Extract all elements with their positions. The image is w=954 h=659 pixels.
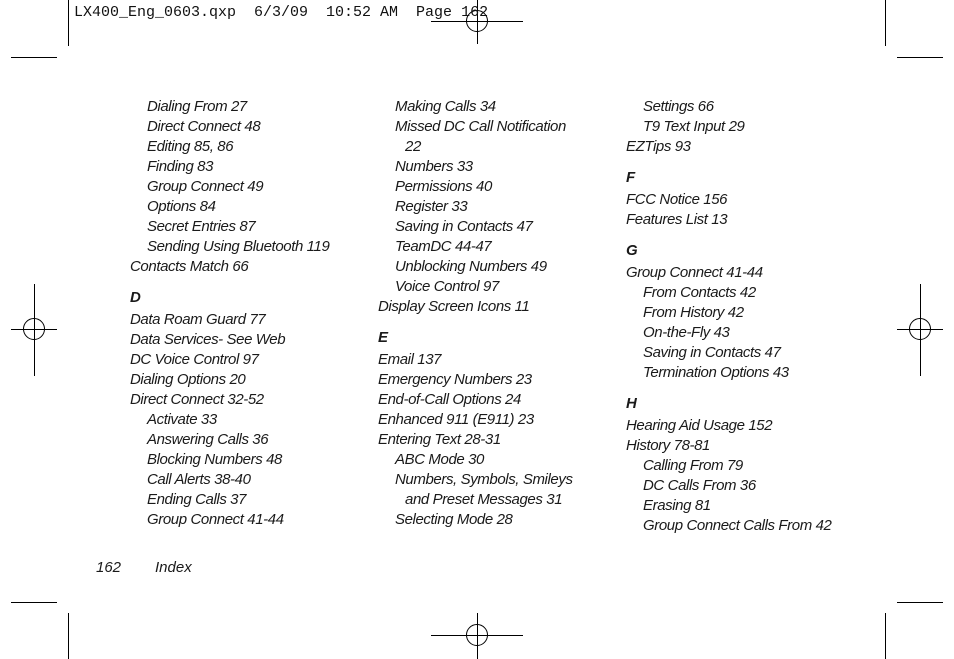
index-entry: DC Voice Control 97 [130,351,259,368]
index-subentry: DC Calls From 36 [643,477,756,494]
index-subentry: Missed DC Call Notification [395,118,566,135]
index-subentry: Group Connect 49 [147,178,264,195]
index-column-2 [378,97,618,530]
crop-mark [68,0,69,46]
index-column-3 [626,97,866,536]
index-entry: Enhanced 911 (E911) 23 [378,411,534,428]
index-subentry: From Contacts 42 [643,284,756,301]
index-entry: Dialing Options 20 [130,371,246,388]
index-subentry: Sending Using Bluetooth 119 [147,238,330,255]
index-subentry: From History 42 [643,304,744,321]
crop-mark [885,0,886,46]
crop-mark [885,613,886,659]
index-subentry: Group Connect Calls From 42 [643,517,832,534]
index-subentry: Secret Entries 87 [147,218,256,235]
index-subentry: Direct Connect 48 [147,118,261,135]
index-subentry: Blocking Numbers 48 [147,451,282,468]
index-subentry: Calling From 79 [643,457,743,474]
index-subentry: Call Alerts 38-40 [147,471,251,488]
page-number: 162 [96,559,122,576]
index-entry: Contacts Match 66 [130,258,249,275]
index-subentry: Settings 66 [643,98,714,115]
index-subentry: Activate 33 [147,411,217,428]
crop-mark [11,57,57,58]
index-entry: Emergency Numbers 23 [378,371,532,388]
index-letter-heading: D [130,289,141,306]
index-subentry: Dialing From 27 [147,98,247,115]
index-entry: Features List 13 [626,211,728,228]
index-entry-continuation: and Preset Messages 31 [405,491,563,508]
index-entry: Group Connect 41-44 [626,264,763,281]
index-entry: Display Screen Icons 11 [378,298,530,315]
index-subentry: ABC Mode 30 [395,451,484,468]
index-entry: Direct Connect 32-52 [130,391,264,408]
index-subentry: Saving in Contacts 47 [395,218,533,235]
index-entry: Data Services- See Web [130,331,286,348]
index-entry: History 78-81 [626,437,711,454]
index-subentry: Answering Calls 36 [147,431,269,448]
crop-mark [68,613,69,659]
crop-mark [897,602,943,603]
index-subentry: Numbers, Symbols, Smileys [395,471,573,488]
index-subentry: Permissions 40 [395,178,492,195]
index-letter-heading: H [626,395,637,412]
index-subentry: Options 84 [147,198,216,215]
index-letter-heading: G [626,242,638,259]
index-entry-continuation: 22 [405,138,421,155]
index-subentry: TeamDC 44-47 [395,238,492,255]
index-subentry: Making Calls 34 [395,98,496,115]
index-subentry: Unblocking Numbers 49 [395,258,547,275]
index-subentry: Voice Control 97 [395,278,499,295]
index-entry: FCC Notice 156 [626,191,728,208]
index-subentry: Termination Options 43 [643,364,789,381]
index-entry: Data Roam Guard 77 [130,311,266,328]
index-subentry: Saving in Contacts 47 [643,344,781,361]
index-letter-heading: F [626,169,636,186]
index-subentry: Group Connect 41-44 [147,511,284,528]
index-subentry: Ending Calls 37 [147,491,247,508]
index-letter-heading: E [378,329,389,346]
crop-mark [897,57,943,58]
index-subentry: On-the-Fly 43 [643,324,730,341]
index-entry: End-of-Call Options 24 [378,391,521,408]
index-entry: Hearing Aid Usage 152 [626,417,773,434]
index-subentry: Editing 85, 86 [147,138,234,155]
index-subentry: Erasing 81 [643,497,711,514]
index-subentry: Numbers 33 [395,158,473,175]
print-slug: LX400_Eng_0603.qxp 6/3/09 10:52 AM Page 162 [74,4,489,21]
index-subentry: Register 33 [395,198,468,215]
index-entry: EZTips 93 [626,138,691,155]
index-subentry: Selecting Mode 28 [395,511,513,528]
section-title: Index [155,559,192,576]
index-subentry: Finding 83 [147,158,214,175]
index-column-1 [130,97,370,530]
crop-mark [11,602,57,603]
index-entry: Entering Text 28-31 [378,431,501,448]
index-entry: Email 137 [378,351,442,368]
index-subentry: T9 Text Input 29 [643,118,745,135]
